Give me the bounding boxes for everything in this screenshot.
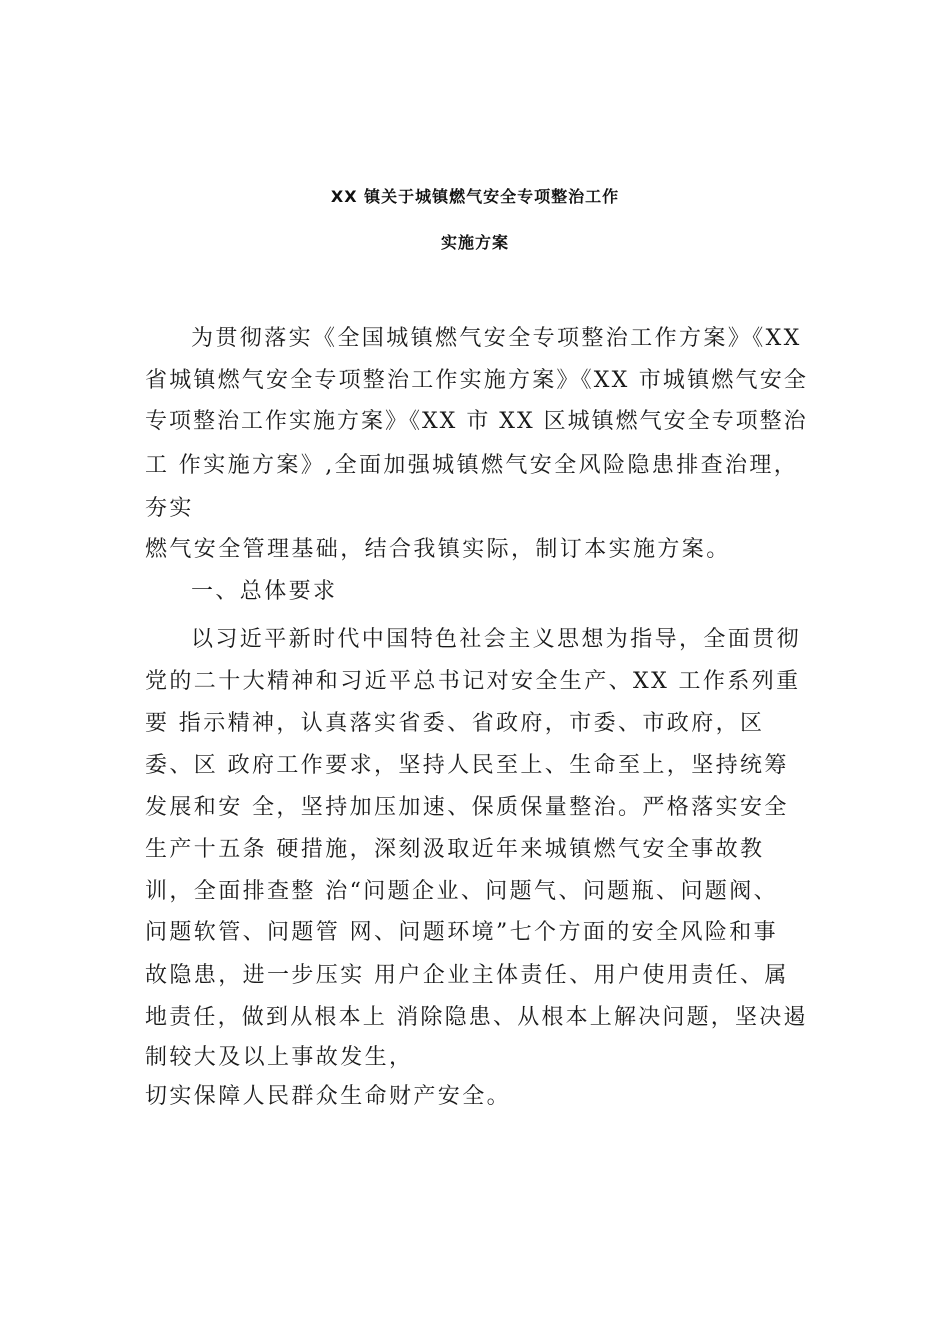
document-title-line-1: XX 镇关于城镇燃气安全专项整治工作 (330, 187, 620, 206)
intro-line: 专项整治工作实施方案》《XX 市 XX 区城镇燃气安全专项整治 (145, 409, 808, 434)
section-line: 生产十五条 硬措施，深刻汲取近年来城镇燃气安全事故教 (145, 837, 765, 862)
section-line: 训，全面排查整 治“问题企业、问题气、问题瓶、问题阀、 (145, 879, 779, 904)
intro-line: 为贯彻落实《全国城镇燃气安全专项整治工作方案》《XX (191, 326, 802, 351)
section-line: 以习近平新时代中国特色社会主义思想为指导，全面贯彻 (191, 627, 802, 652)
intro-line: 夯实 (145, 496, 194, 521)
section-line: 委、区 政府工作要求，坚持人民至上、生命至上，坚持统筹 (145, 753, 789, 778)
intro-line: 燃气安全管理基础，结合我镇实际，制订本实施方案。 (145, 537, 731, 562)
section-heading: 一、总体要求 (191, 579, 338, 604)
intro-line: 工 作实施方案》,全面加强城镇燃气安全风险隐患排查治理， (145, 453, 799, 478)
section-line: 地责任，做到从根本上 消除隐患、从根本上解决问题，坚决遏 (145, 1005, 808, 1030)
section-line: 切实保障人民群众生命财产安全。 (145, 1084, 512, 1109)
section-line: 要 指示精神，认真落实省委、省政府，市委、市政府，区 (145, 711, 765, 736)
section-line: 故隐患，进一步压实 用户企业主体责任、用户使用责任、属 (145, 963, 789, 988)
section-line: 发展和安 全，坚持加压加速、保质保量整治。严格落实安全 (145, 795, 789, 820)
intro-line: 省城镇燃气安全专项整治工作实施方案》《XX 市城镇燃气安全 (145, 368, 809, 393)
section-line: 党的二十大精神和习近平总书记对安全生产、XX 工作系列重 (145, 669, 801, 694)
section-line: 制较大及以上事故发生， (145, 1045, 414, 1070)
document-title-line-2: 实施方案 (440, 233, 509, 252)
section-line: 问题软管、问题管 网、问题环境”七个方面的安全风险和事 (145, 920, 779, 945)
